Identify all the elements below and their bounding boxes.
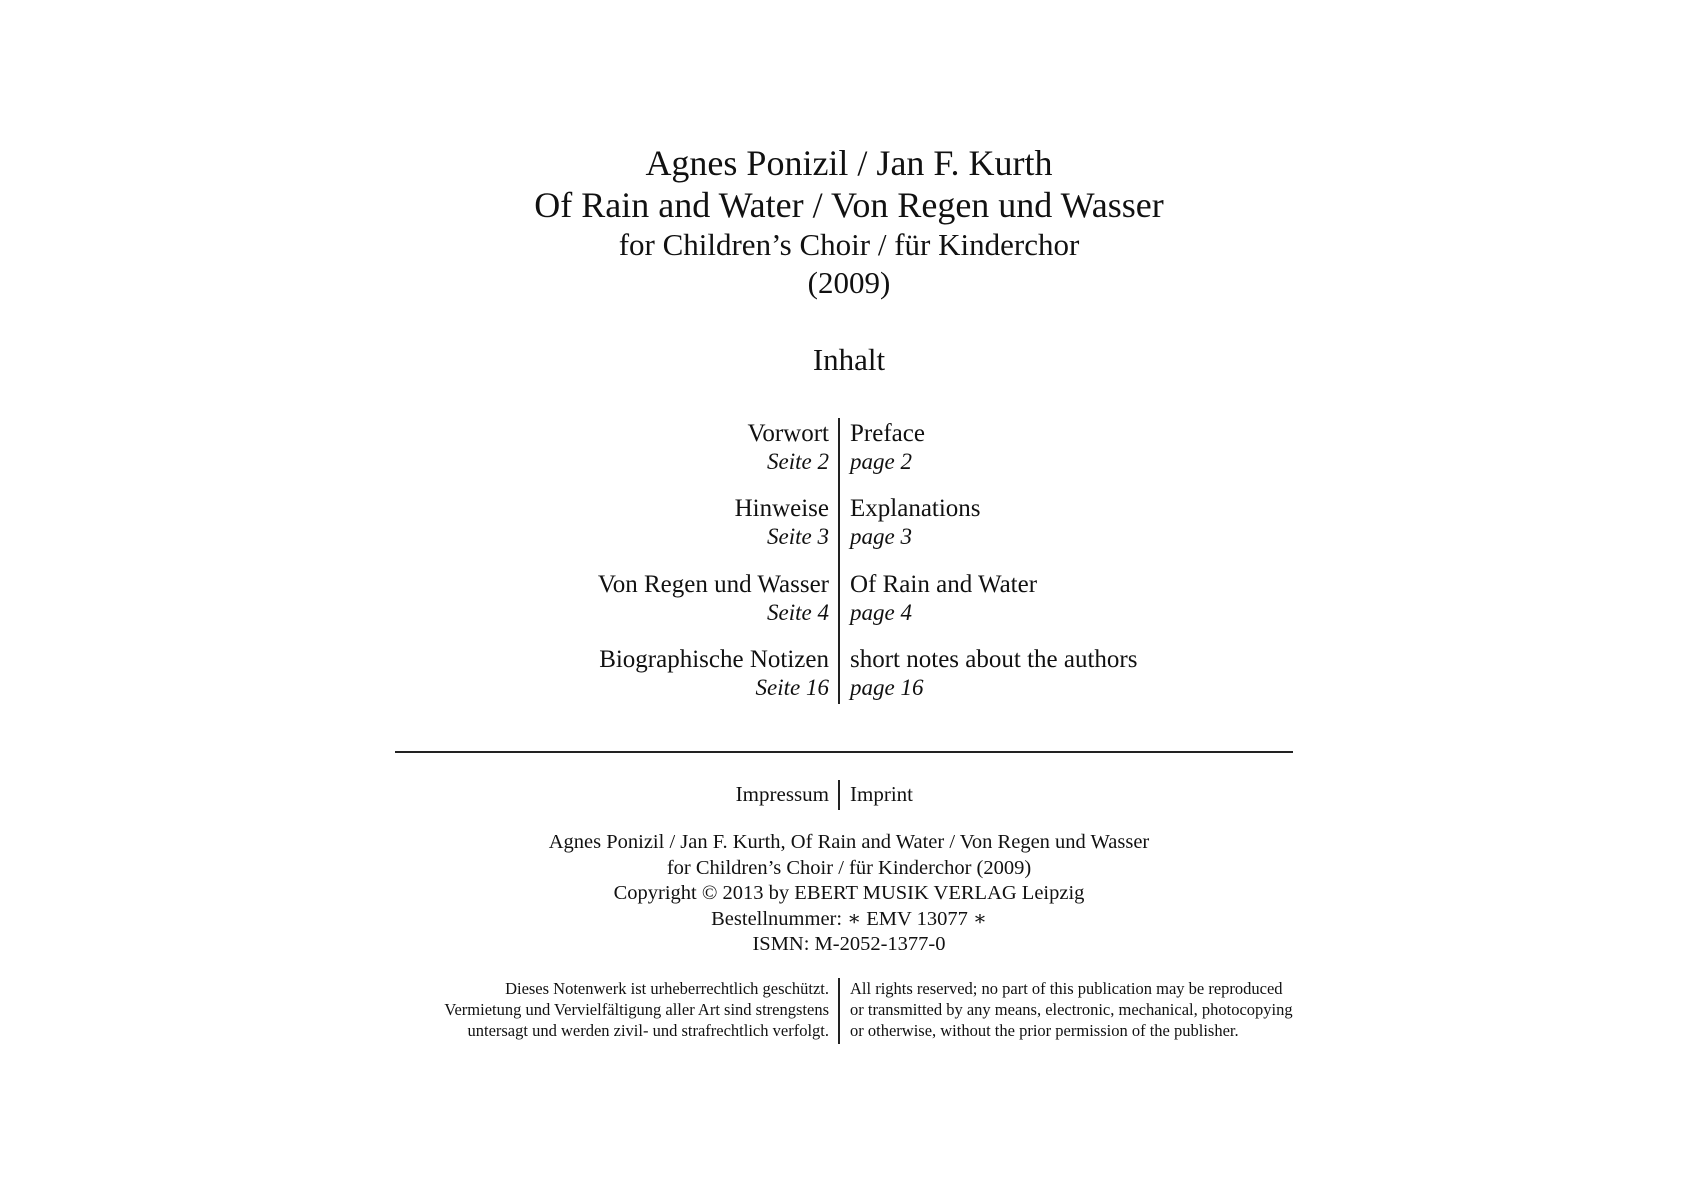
toc-entry: [0, 493, 1698, 553]
legal-divider: [838, 978, 840, 1044]
toc-entry-de-page: Seite 3: [767, 524, 829, 549]
imprint-divider: [838, 780, 840, 810]
toc-entry-de-page: Seite 2: [767, 449, 829, 474]
horizontal-rule: [395, 751, 1293, 753]
toc-entry: [0, 569, 1698, 629]
toc-entry-en-title: Of Rain and Water: [850, 571, 1038, 598]
toc-entry-en-page: page 4: [850, 600, 912, 625]
toc-entry-en-title: Preface: [850, 420, 925, 447]
imprint-line: Copyright © 2013 by EBERT MUSIK VERLAG Leipzig: [613, 882, 1085, 904]
toc-entry-de-title: Biographische Notizen: [599, 646, 829, 673]
toc-entry-en-page: page 16: [850, 675, 924, 700]
toc-heading: Inhalt: [812, 342, 886, 377]
toc-entry-en-title: short notes about the authors: [850, 646, 1138, 673]
work-title: Of Rain and Water / Von Regen und Wasser: [534, 185, 1164, 225]
imprint-line: Agnes Ponizil / Jan F. Kurth, Of Rain and Water / Von Regen und Wasser: [548, 831, 1150, 853]
imprint-label-en: Imprint: [850, 782, 913, 806]
title-block: [0, 142, 1698, 302]
toc-entry-en-title: Explanations: [850, 495, 981, 522]
legal-line-en: or transmitted by any means, electronic, mechanical, photocopying: [850, 1000, 1293, 1019]
imprint-details: [0, 830, 1698, 958]
legal-notice-en: [850, 978, 1293, 1041]
legal-line-en: or otherwise, without the prior permission of the publisher.: [850, 1021, 1239, 1040]
work-subtitle: for Children’s Choir / für Kinderchor: [618, 227, 1080, 262]
imprint-heading: [0, 780, 1698, 810]
toc-entry-de-page: Seite 16: [755, 675, 829, 700]
legal-line-de: Dieses Notenwerk ist urheberrechtlich geschützt.: [505, 979, 829, 998]
toc-entry: [0, 644, 1698, 704]
work-year: (2009): [807, 265, 891, 300]
toc-entry-en-page: page 2: [850, 449, 912, 474]
toc-entry-de-title: Vorwort: [747, 420, 829, 447]
legal-line-de: untersagt und werden zivil- und strafrechtlich verfolgt.: [467, 1021, 829, 1040]
legal-notice-de: [444, 978, 829, 1041]
toc-entry-en-page: page 3: [850, 524, 912, 549]
toc-entry-de-title: Hinweise: [734, 495, 829, 522]
legal-line-en: All rights reserved; no part of this publication may be reproduced: [850, 979, 1283, 998]
toc-entry-de-page: Seite 4: [767, 600, 829, 625]
toc-entry-de-title: Von Regen und Wasser: [597, 571, 829, 598]
legal-notice: [0, 978, 1698, 1044]
authors: Agnes Ponizil / Jan F. Kurth: [645, 143, 1053, 183]
imprint-label-de: Impressum: [735, 782, 829, 806]
toc-entry: [0, 418, 1698, 478]
imprint-line: ISMN: M-2052-1377-0: [752, 933, 946, 955]
imprint-line: for Children’s Choir / für Kinderchor (2009): [666, 856, 1032, 879]
imprint-line: Bestellnummer: ∗ EMV 13077 ∗: [711, 907, 987, 930]
legal-line-de: Vermietung und Vervielfältigung aller Art sind strengstens: [444, 1000, 829, 1019]
